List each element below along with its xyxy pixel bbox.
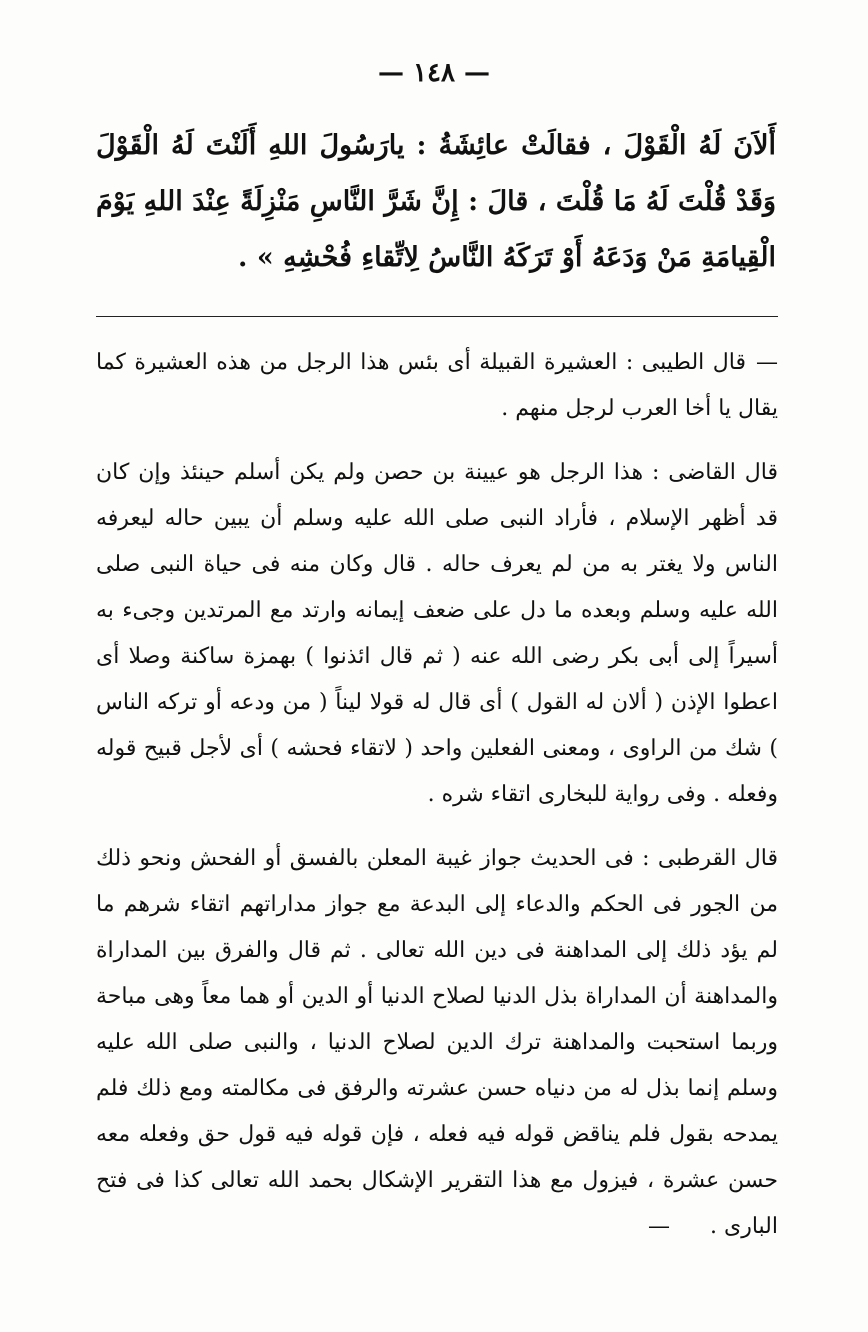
note-qurtubi [96,836,778,1250]
end-dash: — [648,1214,670,1239]
note-qurtubi-text: قال القرطبى : فى الحديث جواز غيبة المعلن بالفسق أو الفحش ونحو ذلك من الجور فى الحكم والدعاء إلى البدعة مع جواز مداراتهم اتقاء شرهم ما لم يؤد ذلك إلى المداهنة فى دين الله تعالى . ثم قال والفرق بين المداراة والمداهنة أن المداراة بذل الدنيا لصلاح الدنيا أو الدين أو هما معاً وهى مباحة وربما استحبت والمداهنة ترك الدين لصلاح الدنيا ، والنبى صلى الله عليه وسلم إنما بذل له من دنياه حسن عشرته والرفق فى مكالمته ومع ذلك فلم يمدحه بقول فلم يناقض قوله فيه فعله ، فإن قوله فيه قول حق وفعله معه حسن عشرة ، فيزول مع هذا التقرير الإشكال بحمد الله تعالى كذا فى فتح البارى . [96,846,778,1239]
footnote-divider [96,316,778,317]
note-tibi-text: قال الطيبى : العشيرة القبيلة أى بئس هذا الرجل من هذه العشيرة كما يقال يا أخا العرب لرجل منهم . [96,350,778,421]
commentary-block [96,340,778,1268]
hadith-paragraph: أَلاَنَ لَهُ الْقَوْلَ ، فقالَتْ عائِشَةُ : يارَسُولَ اللهِ أَلَنْتَ لَهُ الْقَوْلَ وَقَدْ قُلْتَ لَهُ مَا قُلْتَ ، قالَ : إِنَّ شَرَّ النَّاسِ مَنْزِلَةً عِنْدَ اللهِ يَوْمَ الْقِيامَةِ مَنْ وَدَعَهُ أَوْ تَرَكَهُ النَّاسُ لِاتِّقاءِ فُحْشِهِ » . [96,130,776,273]
note-tibi [96,340,778,432]
page-number: — ١٤٨ — [377,58,491,88]
note-qadi: قال القاضى : هذا الرجل هو عيينة بن حصن ولم يكن أسلم حينئذ وإن كان قد أظهر الإسلام ، فأراد النبى صلى الله عليه وسلم أن يبين حاله ليعرفه الناس ولا يغتر به من لم يعرف حاله . قال وكان منه فى حياة النبى صلى الله عليه وسلم وبعده ما دل على ضعف إيمانه وارتد مع المرتدين وجىء به أسيراً إلى أبى بكر رضى الله عنه ( ثم قال ائذنوا ) بهمزة ساكنة وصلا أى اعطوا الإذن ( ألان له القول ) أى قال له قولا ليناً ( من ودعه أو تركه الناس ) شك من الراوى ، ومعنى الفعلين واحد ( لاتقاء فحشه ) أى لأجل قبيح قوله وفعله . وفى رواية للبخارى اتقاء شره . [96,460,778,807]
note-dash: — [756,350,778,375]
hadith-text-block [96,118,776,286]
